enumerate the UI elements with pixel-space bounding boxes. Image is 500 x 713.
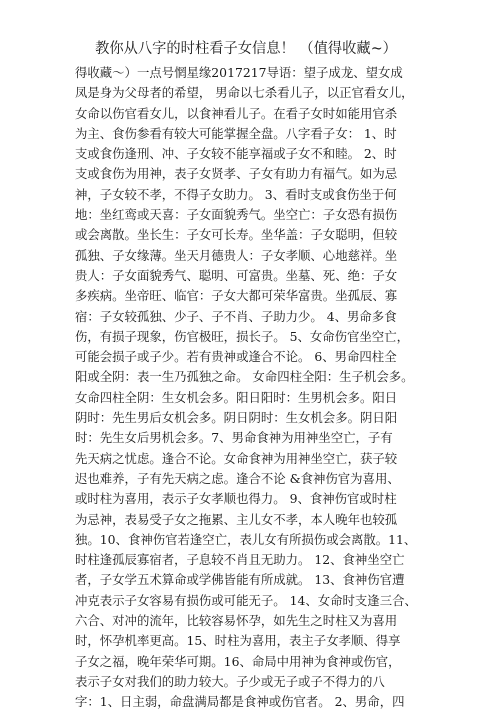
body-line: 时：先生女后男机会多。7、男命食神为用神坐空亡，子有 [75,430,393,446]
body-line: 六合、对冲的流年，比较容易怀孕，如先生之时柱又为喜用 [75,613,398,629]
body-line: 时柱逢孤辰寡宿者，子息较不肖且无助力。 12、食神坐空亡 [75,552,405,568]
body-line: 女命四柱全阴：生女机会多。阳日阳时：生男机会多。阳日 [75,389,398,405]
body-line: 多疾病。坐帝旺、临官：子女大都可荣华富贵。坐孤辰、寡 [75,288,398,304]
body-line: 凤是身为父母者的希望， 男命以七杀看儿子，以正官看女儿， [75,85,414,101]
body-line: 支或食伤为用神，表子女贤孝、子女有助力有福气。如为忌 [75,166,398,182]
body-line: 时，怀孕机率更高。15、时柱为喜用，表主子女孝顺、得享 [75,633,401,649]
body-line: 支或食伤逢刑、冲、子女较不能享福或子女不和睦。 2、时 [75,146,397,162]
document-body [75,63,415,713]
document-title: 教你从八字的时柱看子女信息！ （值得收藏~） [95,41,397,57]
body-line: 迟也难养，子有先天病之虑。逢合不论 &食神伤官为喜用、 [75,470,400,486]
body-line: 得收藏〜）一点号惘星缘2017217导语：望子成龙、望女成 [75,65,403,80]
body-line: 孤独、子女缘薄。坐天月德贵人：子女孝顺、心地慈祥。坐 [75,247,398,263]
body-line: 地：坐红鸾或天喜：子女面貌秀气。坐空亡：子女恐有损伤 [75,207,398,223]
body-line: 先天病之忧虑。逢合不论。女命食神为用神坐空亡，获子较 [75,450,398,466]
body-line: 伤，有损子现象，伤官极旺，损长子。 5、女命伤官坐空亡， [75,328,409,344]
body-line: 阳或全阴：表一生乃孤独之命。 女命四柱全阳：生子机会多。 [75,369,414,385]
body-line: 阴时：先生男后女机会多。阴日阴时：生女机会多。阴日阳 [75,410,398,426]
body-line: 神，子女较不孝，不得子女助力。 3、看时支或食伤坐于何 [75,186,397,202]
body-line: 字：1、日主弱，命盘满局都是食神或伤官者。 2、男命，四 [75,694,405,710]
body-line: 者，子女学五术算命或学佛皆能有所成就。 13、食神伤官遭 [75,572,405,588]
body-line: 或时柱为喜用，表示子女孝顺也得力。 9、食神伤官或时柱 [75,491,397,507]
body-line: 表示子女对我们的助力较大。子少或无子或子不得力的八 [75,673,385,689]
body-line: 宿：子女较孤独、少子、子不肖、子助力少。 4、男命多食 [75,308,397,324]
body-line: 可能会损子或子少。若有贵神或逢合不论。 6、男命四柱全 [75,349,397,365]
body-line: 为主、食伤参看有较大可能掌握全盘。八字看子女： 1、时 [75,125,397,141]
body-line: 独。10、食神伤官若逢空亡，表儿女有所损伤或会离散。11、 [75,531,417,547]
body-line: 子女之福，晚年荣华可期。16、命局中用神为食神或伤官， [75,653,401,669]
body-line: 女命以伤官看女儿，以食神看儿子。在看子女时如能用官杀 [75,105,398,121]
body-line: 或会离散。坐长生：子女可长寿。坐华盖：子女聪明，但较 [75,227,398,243]
body-line: 冲克表示子女容易有损伤或可能无子。 14、女命时支逢三合、 [75,592,417,608]
body-line: 贵人：子女面貌秀气、聪明、可富贵。坐墓、死、绝：子女 [75,267,398,283]
body-line: 为忌神，表易受子女之拖累、主儿女不孝，本人晚年也较孤 [75,511,398,527]
